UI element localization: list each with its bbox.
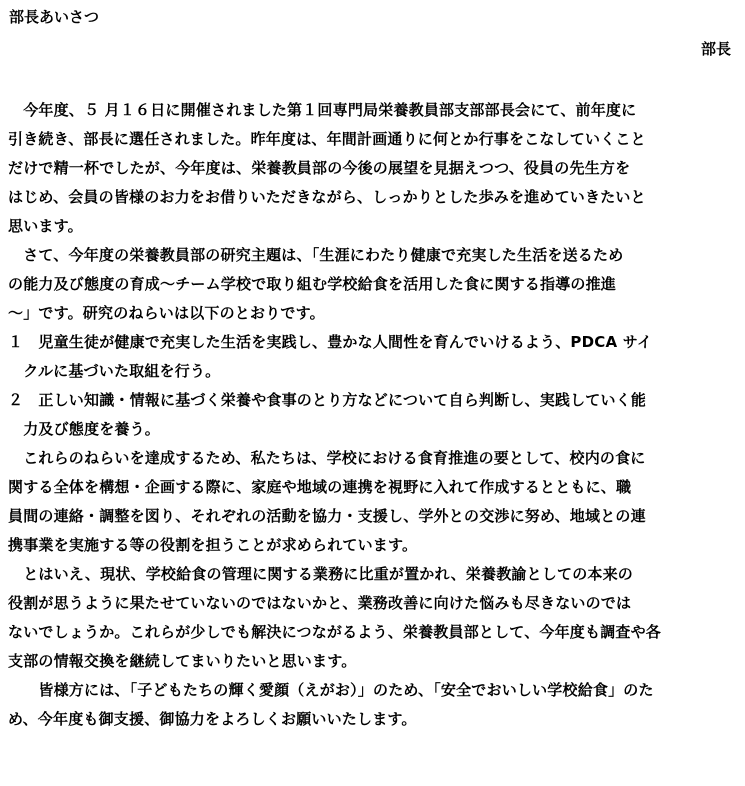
text-line: 思います。 (8, 217, 83, 235)
list-item-line: 力及び態度を養う。 (8, 420, 161, 438)
text-line: はじめ、会員の皆様のお力をお借りいただきながら、しっかりとした歩みを進めていきたいと (8, 188, 646, 206)
text-line: め、今年度も御支援、御協力をよろしくお願いいたします。 (8, 710, 417, 728)
text-line: これらのねらいを達成するため、私たちは、学校における食育推進の要として、校内の食に (8, 449, 646, 467)
author-label: 部長 (700, 40, 731, 58)
text-line: 員間の連絡・調整を図り、それぞれの活動を協力・支援し、学外との交渉に努め、地域との連 (8, 507, 646, 525)
text-line: 引き続き、部長に選任されました。昨年度は、年間計画通りに何とか行事をこなしていくこと (8, 130, 646, 148)
body-text (8, 96, 738, 734)
text-line: だけで精一杯でしたが、今年度は、栄養教員部の今後の展望を見据えつつ、役員の先生方を (8, 159, 631, 177)
text-line: 関する全体を構想・企画する際に、家庭や地域の連携を視野に入れて作成するとともに、職 (8, 478, 632, 496)
text-line: 役割が思うように果たせていないのではないかと、業務改善に向けた悩みも尽きないのでは (8, 594, 632, 612)
text-line: ないでしょうか。これらが少しでも解決につながるよう、栄養教員部として、今年度も調査や各 (8, 623, 662, 641)
list-item-line: １ 児童生徒が健康で充実した生活を実践し、豊かな人間性を育んでいけるよう、PDCA サイ (8, 333, 653, 351)
text-line: 皆様方には、「子どもたちの輝く愛顔（えがお）」のため、「安全でおいしい学校給食」のた (8, 681, 654, 699)
text-line: 支部の情報交換を継続してまいりたいと思います。 (8, 652, 357, 670)
text-line: とはいえ、現状、学校給食の管理に関する業務に比重が置かれ、栄養教諭としての本来の (8, 565, 634, 583)
document-title: 部長あいさつ (9, 8, 100, 26)
text-line: 今年度、５ 月１６日に開催されました第１回専門局栄養教員部支部部長会にて、前年度に (8, 101, 637, 119)
text-line: ～」です。研究のねらいは以下のとおりです。 (8, 304, 325, 322)
text-line: の能力及び態度の育成～チーム学校で取り組む学校給食を活用した食に関する指導の推進 (8, 275, 617, 293)
text-line: さて、今年度の栄養教員部の研究主題は、「生涯にわたり健康で充実した生活を送るため (8, 246, 624, 264)
text-line: 携事業を実施する等の役割を担うことが求められています。 (8, 536, 418, 554)
list-item-line: クルに基づいた取組を行う。 (8, 362, 221, 380)
list-item-line: ２ 正しい知識・情報に基づく栄養や食事のとり方などについて自ら判断し、実践していく能 (8, 391, 647, 409)
